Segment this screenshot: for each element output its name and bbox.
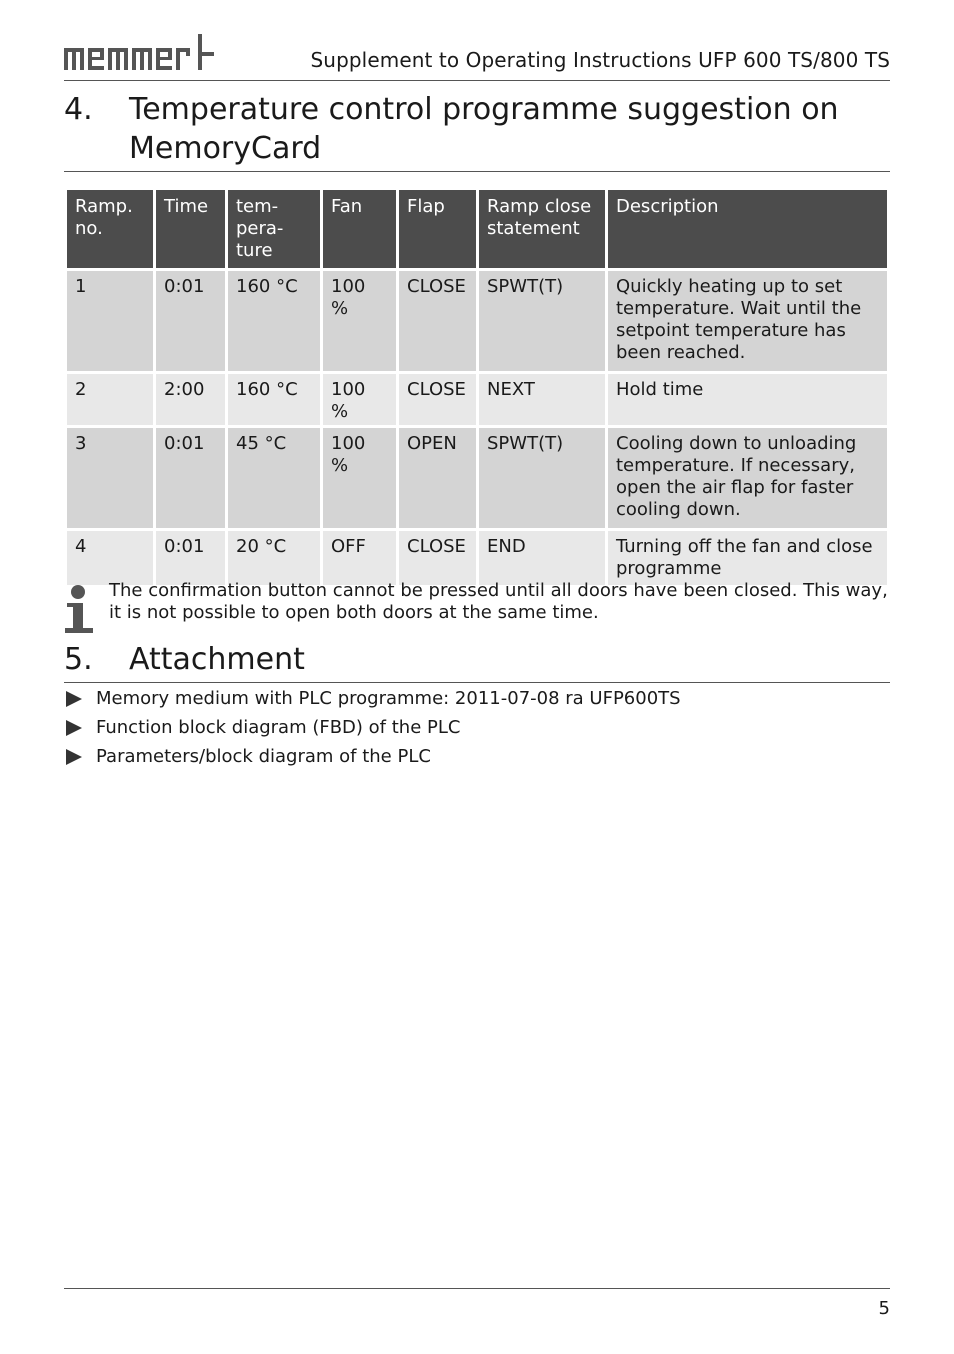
section-number: 5. <box>64 642 93 677</box>
arrow-right-icon <box>66 691 82 707</box>
programme-table <box>64 187 890 588</box>
list-item <box>64 686 890 715</box>
cell-flap: CLOSE <box>399 374 476 425</box>
document-title: Supplement to Operating Instructions UFP 600 TS/800 TS <box>310 48 890 72</box>
cell-description: Turning off the fan and close programme <box>608 531 887 585</box>
list-item-text: Function block diagram (FBD) of the PLC <box>96 717 461 738</box>
table-row <box>67 531 887 585</box>
cell-temperature: 160 °C <box>228 374 320 425</box>
list-item-text: Memory medium with PLC programme: 2011-07-08 ra UFP600TS <box>96 688 681 709</box>
cell-flap: OPEN <box>399 428 476 528</box>
note-text: The confirmation button cannot be pressed until all doors have been closed. This way, it is not possible to open both doors at the same time. <box>109 580 888 623</box>
list-item <box>64 715 890 744</box>
cell-time: 0:01 <box>156 428 225 528</box>
cell-fan: OFF <box>323 531 396 585</box>
cell-time: 0:01 <box>156 271 225 371</box>
memmert-logo <box>64 32 216 74</box>
page-header <box>64 30 890 81</box>
cell-ramp-close: SPWT(T) <box>479 428 605 528</box>
table-row <box>67 271 887 371</box>
table-row <box>67 374 887 425</box>
header-temperature: tem- pera- ture <box>228 190 320 268</box>
header-ramp-no: Ramp. no. <box>67 190 153 268</box>
list-item <box>64 744 890 773</box>
cell-ramp-close: END <box>479 531 605 585</box>
header-description: Description <box>608 190 887 268</box>
section-5-heading <box>64 640 890 683</box>
cell-ramp-close: NEXT <box>479 374 605 425</box>
info-note <box>64 580 890 624</box>
info-icon <box>64 584 94 634</box>
cell-temperature: 45 °C <box>228 428 320 528</box>
footer-divider <box>64 1288 890 1289</box>
cell-fan: 100 % <box>323 271 396 371</box>
page-number: 5 <box>878 1298 890 1319</box>
section-number: 4. <box>64 92 93 127</box>
cell-ramp: 4 <box>67 531 153 585</box>
cell-fan: 100 % <box>323 374 396 425</box>
cell-temperature: 20 °C <box>228 531 320 585</box>
header-ramp-close: Ramp close statement <box>479 190 605 268</box>
cell-temperature: 160 °C <box>228 271 320 371</box>
section-title: Attachment <box>129 642 305 677</box>
cell-fan: 100 % <box>323 428 396 528</box>
cell-time: 2:00 <box>156 374 225 425</box>
cell-ramp: 3 <box>67 428 153 528</box>
cell-ramp: 2 <box>67 374 153 425</box>
cell-description: Cooling down to unloading temperature. If necessary, open the air flap for faster cooling down. <box>608 428 887 528</box>
cell-flap: CLOSE <box>399 531 476 585</box>
attachment-list <box>64 686 890 773</box>
table-header-row <box>67 190 887 268</box>
cell-time: 0:01 <box>156 531 225 585</box>
cell-ramp: 1 <box>67 271 153 371</box>
header-time: Time <box>156 190 225 268</box>
cell-flap: CLOSE <box>399 271 476 371</box>
section-4-heading <box>64 90 890 172</box>
cell-ramp-close: SPWT(T) <box>479 271 605 371</box>
section-title: Temperature control programme suggestion on MemoryCard <box>129 92 839 166</box>
header-flap: Flap <box>399 190 476 268</box>
arrow-right-icon <box>66 749 82 765</box>
cell-description: Quickly heating up to set temperature. Wait until the setpoint temperature has been reached. <box>608 271 887 371</box>
header-fan: Fan <box>323 190 396 268</box>
cell-description: Hold time <box>608 374 887 425</box>
table-row <box>67 428 887 528</box>
list-item-text: Parameters/block diagram of the PLC <box>96 746 431 767</box>
arrow-right-icon <box>66 720 82 736</box>
